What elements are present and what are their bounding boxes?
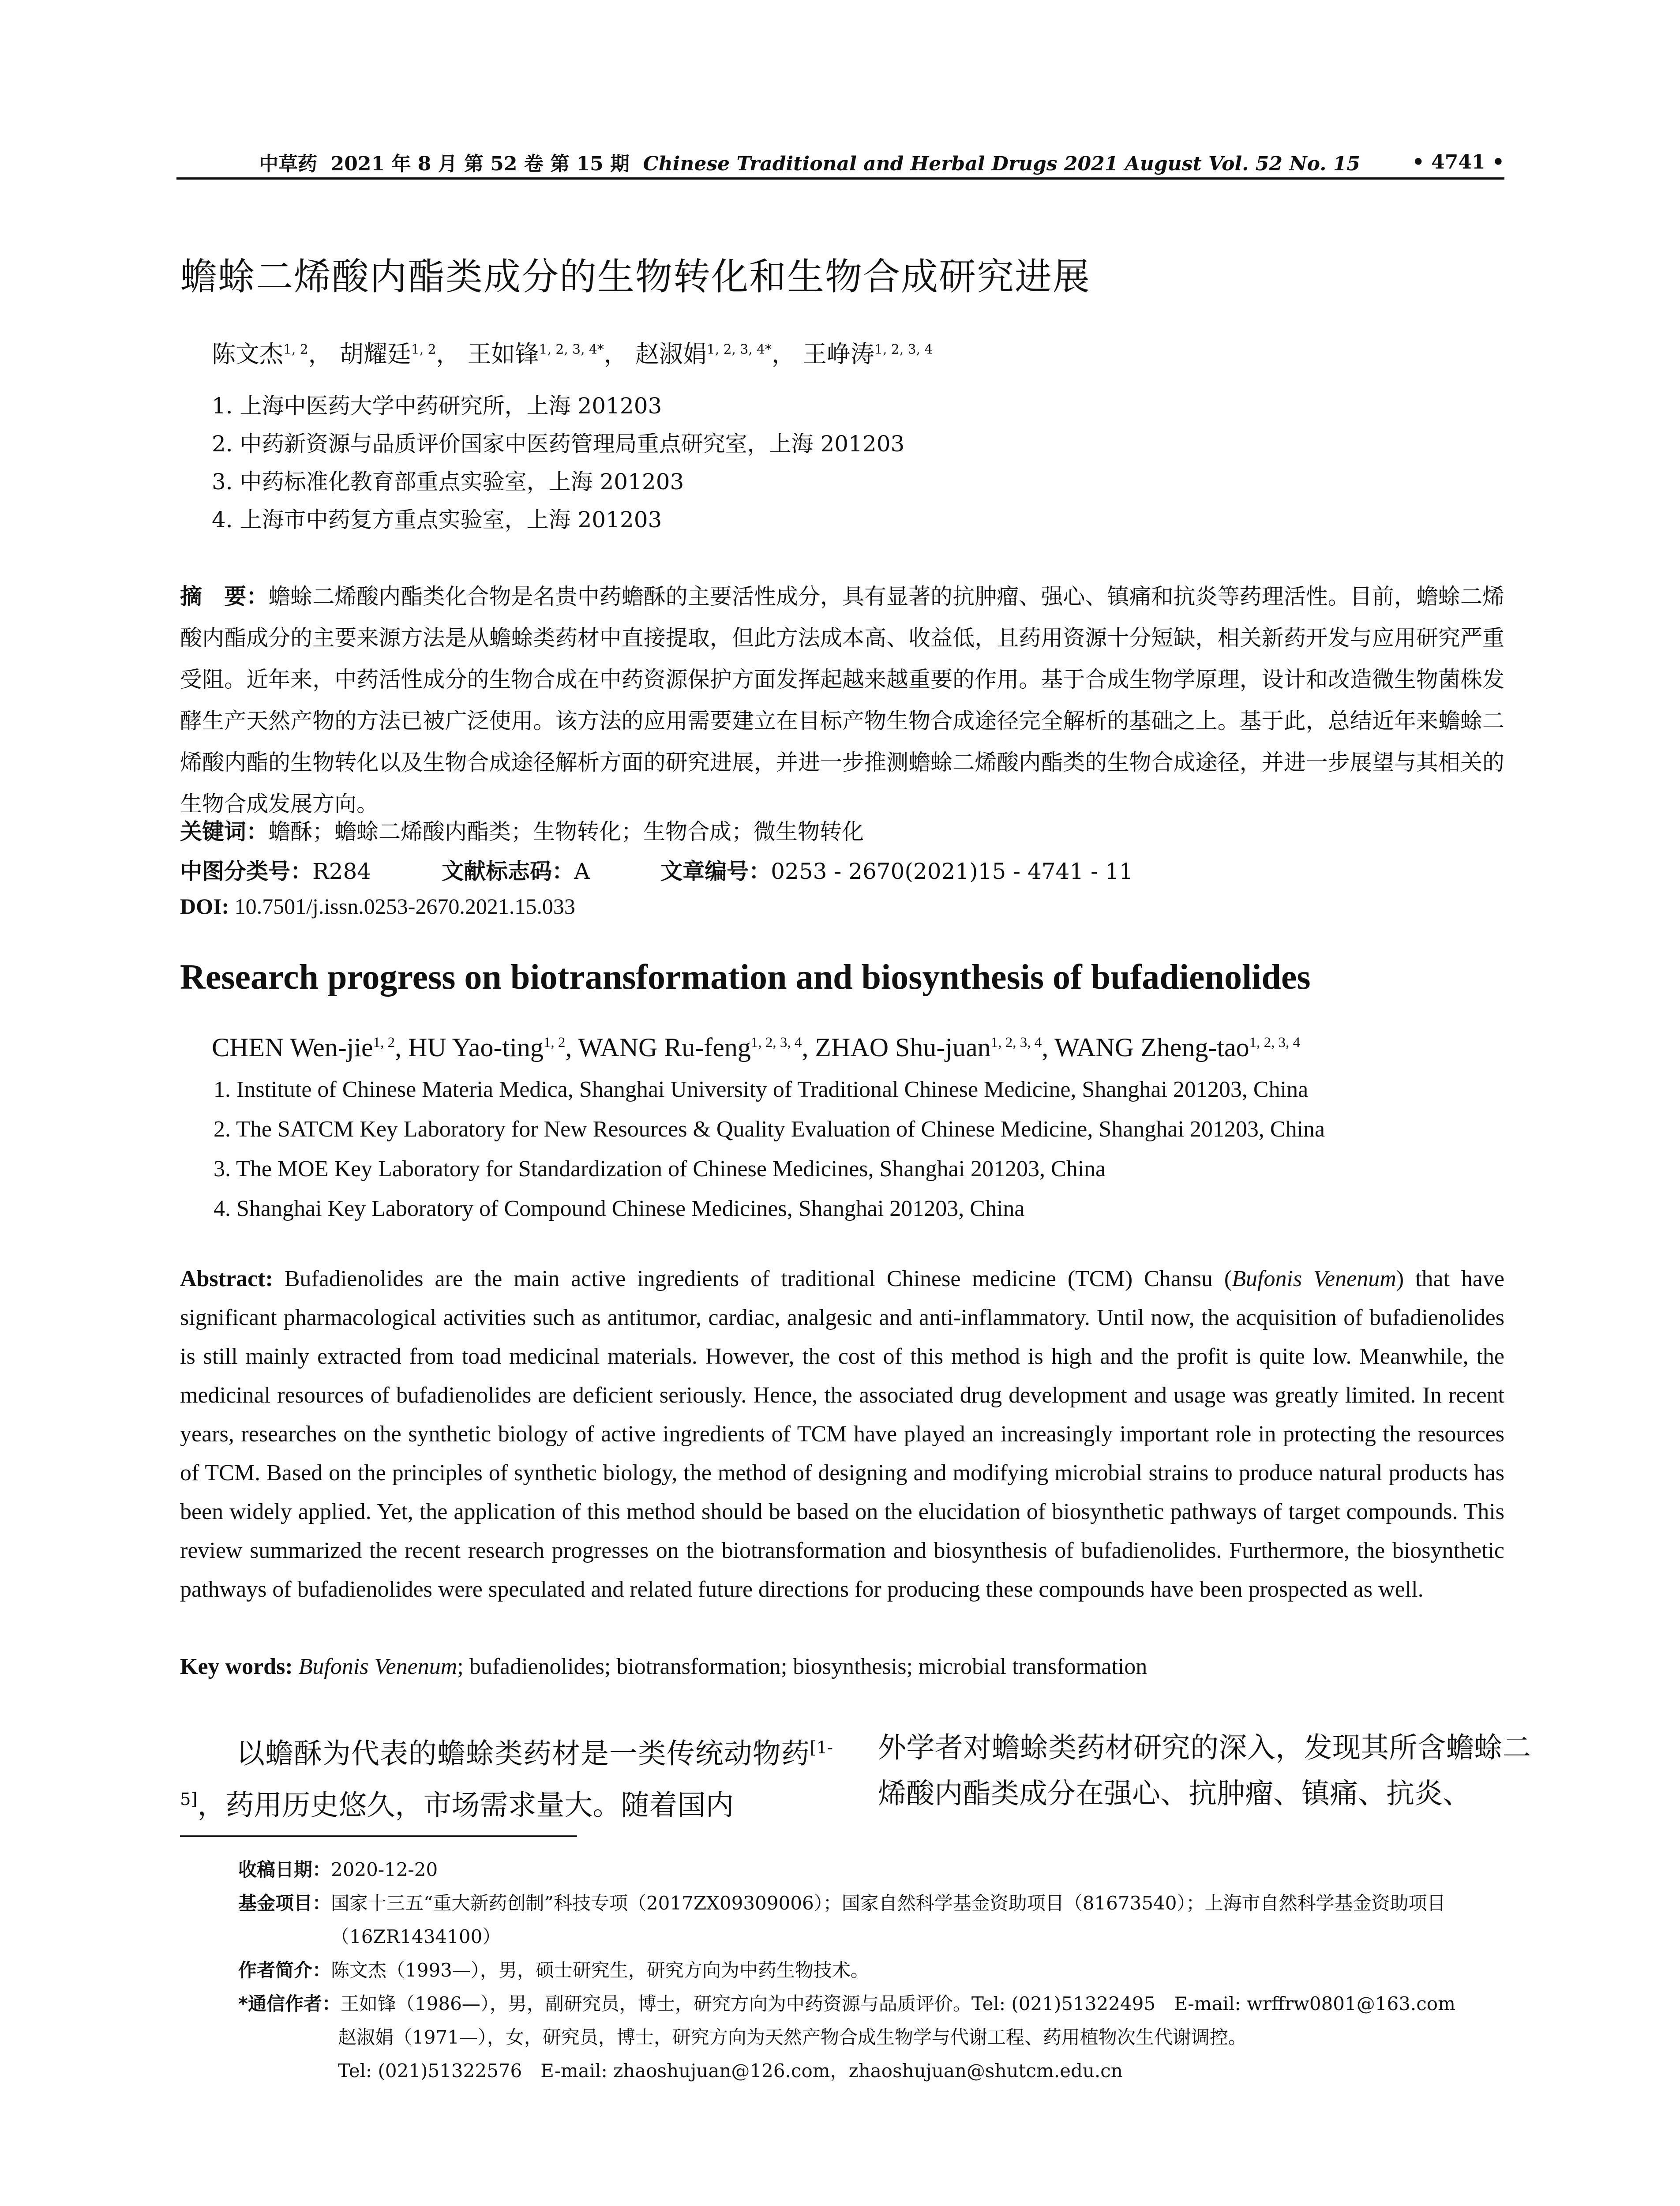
affiliation-cn: 4. 上海市中药复方重点实验室，上海 201203 — [212, 507, 662, 533]
running-header — [176, 148, 1504, 176]
doi-line: DOI: 10.7501/j.issn.0253-2670.2021.15.033 — [180, 894, 575, 919]
running-header-journal — [176, 148, 1390, 176]
footnote-corresponding: *通信作者： 王如锋（1986—），男，副研究员，博士，研究方向为中药资源与品质评价。Tel: (021)51322495 E-mail: wrffrw0801@163.com — [238, 1993, 1455, 2015]
author-en: HU Yao-ting$^{1, 2}$, — [408, 1033, 578, 1062]
abstract-en-label: Abstract: — [180, 1266, 273, 1291]
abstract-en: Abstract: Bufadienolides are the main active ingredients of traditional Chinese medicine (TCM) Chansu (Bufonis Venenum) that have significant pharmacological activities such as antitumor, cardiac, analgesic and anti-inflammatory. Until now, the acquisition of bufadienolides is still mainly extracted from toad medicinal materials. However, the cost of this method is high and the profit is quite low. Meanwhile, the medicinal resources of bufadienolides are deficient seriously. Hence, the associated drug development and usage was greatly limited. In recent years, researches on the synthetic biology of active ingredients of TCM have played an increasingly important role in protecting the resources of TCM. Based on the principles of synthetic biology, the method of designing and modifying microbial strains to produce natural products has been widely applied. Yet, the application of this method should be based on the elucidation of biosynthetic pathways of target compounds. This review summarized the recent research progresses on the biotransformation and biosynthesis of bufadienolides. Furthermore, the biosynthetic pathways of bufadienolides were speculated and related future directions for producing these compounds have been prospected as well. — [180, 1266, 1505, 1602]
affiliation-cn: 1. 上海中医药大学中药研究所，上海 201203 — [212, 393, 662, 419]
abstract-cn — [180, 576, 1504, 825]
issue-cn: 2021 年 8 月 第 52 卷 第 15 期 — [330, 153, 630, 175]
title-cn: 蟾蜍二烯酸内酯类成分的生物转化和生物合成研究进展 — [180, 255, 1091, 298]
authors-cn — [212, 335, 933, 369]
author-en: ZHAO Shu-juan$^{1, 2, 3, 4}$, — [815, 1033, 1055, 1062]
affiliation-en: 3. The MOE Key Laboratory for Standardization of Chinese Medicines, Shanghai 201203, China — [214, 1156, 1106, 1182]
journal-name-cn: 中草药 — [259, 153, 317, 175]
author-cn: 王峥涛$^{1, 2, 3, 4}$ — [803, 340, 933, 368]
author-cn: 陈文杰$^{1, 2}$， — [212, 340, 332, 368]
footnote-rule — [180, 1835, 577, 1837]
author-en: CHEN Wen-jie$^{1, 2}$, — [212, 1033, 409, 1062]
footnote-corresponding-2: 赵淑娟（1971—），女，研究员，博士，研究方向为天然产物合成生物学与代谢工程、药用植物次生代谢调控。 — [338, 2026, 1247, 2048]
author-en: WANG Ru-feng$^{1, 2, 3, 4}$, — [578, 1033, 815, 1062]
citation-ref: [1-5] — [180, 1738, 833, 1810]
author-cn: 王如锋$^{1, 2, 3, 4*}$， — [467, 340, 628, 368]
body-column-left: 以蟾酥为代表的蟾蜍类药材是一类传统动物药[1-5]，药用历史悠久，市场需求量大。随着国内 — [180, 1737, 833, 1822]
author-cn: 赵淑娟$^{1, 2, 3, 4*}$， — [635, 340, 795, 368]
keywords-cn: 关键词：蟾酥；蟾蜍二烯酸内酯类；生物转化；生物合成；微生物转化 — [180, 819, 864, 844]
affiliation-en: 4. Shanghai Key Laboratory of Compound Chinese Medicines, Shanghai 201203, China — [214, 1196, 1025, 1221]
footnote-corresponding-3: Tel: (021)51322576 E-mail: zhaoshujuan@126.com，zhaoshujuan@shutcm.edu.cn — [338, 2060, 1123, 2082]
page-number: • 4741 • — [1412, 150, 1504, 173]
affiliation-cn: 3. 中药标准化教育部重点实验室，上海 201203 — [212, 469, 684, 495]
footnote-fund: 基金项目： 国家十三五“重大新药创制”科技专项（2017ZX09309006）；国家自然科学基金资助项目（81673540）；上海市自然科学基金资助项目（16ZR1434100） — [238, 1892, 1446, 1947]
header-rule — [176, 177, 1504, 180]
footnote-author: 作者简介： 陈文杰（1993—），男，硕士研究生，研究方向为中药生物技术。 — [238, 1959, 869, 1981]
affiliation-cn: 2. 中药新资源与品质评价国家中医药管理局重点研究室，上海 201203 — [212, 431, 905, 457]
title-en: Research progress on biotransformation and biosynthesis of bufadienolides — [180, 958, 1311, 997]
affiliation-en: 2. The SATCM Key Laboratory for New Resources & Quality Evaluation of Chinese Medicine, Shanghai 201203, China — [214, 1117, 1325, 1142]
authors-en — [212, 1032, 1300, 1063]
abstract-cn-text: 蟾蜍二烯酸内酯类化合物是名贵中药蟾酥的主要活性成分，具有显著的抗肿瘤、强心、镇痛和抗炎等药理活性。目前，蟾蜍二烯酸内酯成分的主要来源方法是从蟾蜍类药材中直接提取，但此方法成本高、收益低，且药用资源十分短缺，相关新药开发与应用研究严重受阻。近年来，中药活性成分的生物合成在中药资源保护方面发挥起越来越重要的作用。基于合成生物学原理，设计和改造微生物菌株发酵生产天然产物的方法已被广泛使用。该方法的应用需要建立在目标产物生物合成途径完全解析的基础之上。基于此，总结近年来蟾蜍二烯酸内酯的生物转化以及生物合成途径解析方面的研究进展，并进一步推测蟾蜍二烯酸内酯类的生物合成途径，并进一步展望与其相关的生物合成发展方向。 — [180, 584, 1505, 817]
body-column-right: 外学者对蟾蜍类药材研究的深入，发现其所含蟾蜍二烯酸内酯类成分在强心、抗肿瘤、镇痛、抗炎、 — [878, 1732, 1531, 1810]
author-en: WANG Zheng-tao$^{1, 2, 3, 4}$ — [1054, 1033, 1301, 1062]
author-cn: 胡耀廷$^{1, 2}$， — [339, 340, 460, 368]
abstract-cn-label: 摘 要： — [180, 584, 269, 609]
classification-line: 中图分类号：R284 文献标志码：A 文章编号：0253 - 2670(2021)15 - 4741 - 11 — [180, 859, 1133, 884]
footnote-received: 收稿日期： 2020-12-20 — [238, 1859, 438, 1880]
keywords-en: Key words: Bufonis Venenum; bufadienolides; biotransformation; biosynthesis; microbial transformation — [180, 1654, 1148, 1679]
affiliation-en: 1. Institute of Chinese Materia Medica, Shanghai University of Traditional Chinese Medicine, Shanghai 201203, China — [214, 1077, 1309, 1102]
journal-name-en: Chinese Traditional and Herbal Drugs 2021 August Vol. 52 No. 15 — [643, 153, 1361, 175]
footnotes — [238, 1853, 1504, 2088]
